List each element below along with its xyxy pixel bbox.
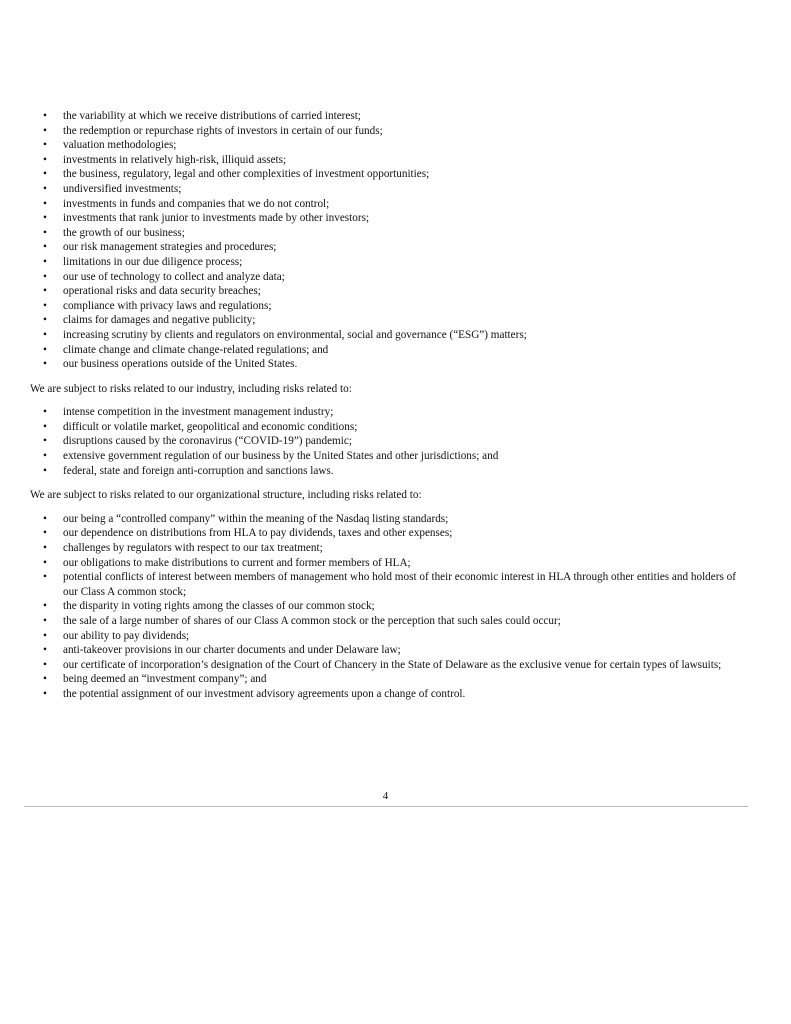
list-item	[30, 672, 750, 687]
list-item-text: extensive government regulation of our business by the United States and other jurisdictions; and	[63, 450, 499, 463]
bullet-icon: •	[43, 658, 47, 671]
list-item-text: our business operations outside of the United States.	[63, 358, 298, 371]
bullet-icon: •	[43, 420, 47, 433]
list-item	[30, 357, 750, 372]
list-item	[30, 541, 750, 556]
list-item	[30, 167, 750, 182]
bullet-icon: •	[43, 212, 47, 225]
list-item-text: our use of technology to collect and analyze data;	[63, 270, 285, 283]
list-item-text: climate change and climate change-related regulations; and	[63, 343, 329, 356]
list-item	[30, 449, 750, 464]
list-item-text: challenges by regulators with respect to our tax treatment;	[63, 542, 323, 555]
organizational-risks-intro: We are subject to risks related to our organizational structure, including risks related to:	[30, 489, 422, 502]
list-item	[30, 138, 750, 153]
list-item-text: valuation methodologies;	[63, 139, 177, 152]
business-risks-list	[30, 109, 750, 372]
list-item	[30, 420, 750, 435]
bullet-icon: •	[43, 270, 47, 283]
bullet-icon: •	[43, 110, 47, 122]
list-item	[30, 343, 750, 358]
list-item	[30, 313, 750, 328]
list-item-text: limitations in our due diligence process;	[63, 255, 243, 268]
list-item	[30, 328, 750, 343]
bullet-icon: •	[43, 644, 47, 657]
bullet-icon: •	[43, 542, 47, 555]
bullet-icon: •	[43, 255, 47, 268]
list-item-text: the growth of our business;	[63, 226, 185, 239]
list-item-text: the variability at which we receive distributions of carried interest;	[63, 110, 361, 122]
list-item-text: anti-takeover provisions in our charter documents and under Delaware law;	[63, 644, 401, 657]
list-item-text: difficult or volatile market, geopolitical and economic conditions;	[63, 420, 358, 433]
list-item-text: the potential assignment of our investment advisory agreements upon a change of control.	[63, 687, 466, 700]
list-item	[30, 512, 750, 527]
list-item	[30, 109, 750, 124]
footer-divider	[24, 806, 748, 807]
list-item-text: the business, regulatory, legal and other complexities of investment opportunities;	[63, 168, 430, 181]
bullet-icon: •	[43, 629, 47, 642]
bullet-icon: •	[43, 299, 47, 312]
list-item	[30, 526, 750, 541]
list-item-text: disruptions caused by the coronavirus (“COVID-19”) pandemic;	[63, 435, 352, 448]
list-item	[30, 658, 750, 673]
page-content	[30, 109, 750, 702]
bullet-icon: •	[43, 168, 47, 181]
list-item-text: increasing scrutiny by clients and regulators on environmental, social and governance (“ESG”) matters;	[63, 328, 527, 341]
list-item	[30, 270, 750, 285]
list-item	[30, 629, 750, 644]
bullet-icon: •	[43, 464, 47, 477]
list-item-text: compliance with privacy laws and regulations;	[63, 299, 272, 312]
list-item-text: investments that rank junior to investments made by other investors;	[63, 212, 370, 225]
list-item-text: our being a “controlled company” within the meaning of the Nasdaq listing standards;	[63, 512, 449, 525]
bullet-icon: •	[43, 435, 47, 448]
bullet-icon: •	[43, 139, 47, 152]
list-item	[30, 434, 750, 449]
bullet-icon: •	[43, 343, 47, 356]
bullet-icon: •	[43, 226, 47, 239]
organizational-risks-list	[30, 512, 750, 702]
bullet-icon: •	[43, 406, 47, 419]
list-item	[30, 464, 750, 479]
list-item-text: being deemed an “investment company”; and	[63, 673, 267, 686]
list-item-text: our certificate of incorporation’s designation of the Court of Chancery in the State of Delaware as the exclusive venue for certain types of lawsuits;	[63, 658, 722, 671]
list-item-text: claims for damages and negative publicity;	[63, 314, 256, 327]
list-item-text: investments in funds and companies that we do not control;	[63, 197, 330, 210]
bullet-icon: •	[43, 285, 47, 298]
list-item-text: our dependence on distributions from HLA to pay dividends, taxes and other expenses;	[63, 527, 453, 540]
industry-risks-intro: We are subject to risks related to our industry, including risks related to:	[30, 382, 352, 395]
list-item-text: federal, state and foreign anti-corruption and sanctions laws.	[63, 464, 334, 477]
list-item	[30, 197, 750, 212]
list-item	[30, 124, 750, 139]
bullet-icon: •	[43, 687, 47, 700]
list-item	[30, 687, 750, 702]
list-item-text: potential conflicts of interest between members of management who hold most of their economic interest in HLA through other entities and holders of our Class A common stock;	[63, 571, 736, 598]
list-item-text: our obligations to make distributions to current and former members of HLA;	[63, 556, 411, 569]
list-item	[30, 405, 750, 420]
bullet-icon: •	[43, 571, 47, 584]
list-item	[30, 556, 750, 571]
list-item-text: the redemption or repurchase rights of investors in certain of our funds;	[63, 124, 383, 137]
list-item-text: our ability to pay dividends;	[63, 629, 190, 642]
list-item-text: investments in relatively high-risk, illiquid assets;	[63, 153, 287, 166]
list-item	[30, 211, 750, 226]
list-item	[30, 599, 750, 614]
bullet-icon: •	[43, 600, 47, 613]
bullet-icon: •	[43, 673, 47, 686]
list-item	[30, 255, 750, 270]
list-item	[30, 614, 750, 629]
bullet-icon: •	[43, 450, 47, 463]
bullet-icon: •	[43, 197, 47, 210]
list-item-text: intense competition in the investment management industry;	[63, 406, 334, 419]
list-item-text: the sale of a large number of shares of our Class A common stock or the perception that such sales could occur;	[63, 615, 561, 627]
bullet-icon: •	[43, 556, 47, 569]
bullet-icon: •	[43, 512, 47, 525]
bullet-icon: •	[43, 358, 47, 371]
bullet-icon: •	[43, 124, 47, 137]
list-item	[30, 153, 750, 168]
list-item-text: operational risks and data security breaches;	[63, 285, 261, 298]
bullet-icon: •	[43, 615, 47, 627]
list-item	[30, 182, 750, 197]
bullet-icon: •	[43, 182, 47, 195]
bullet-icon: •	[43, 153, 47, 166]
bullet-icon: •	[43, 527, 47, 540]
list-item	[30, 226, 750, 241]
page-number: 4	[382, 790, 389, 802]
list-item-text: undiversified investments;	[63, 182, 182, 195]
list-item	[30, 299, 750, 314]
list-item	[30, 643, 750, 658]
bullet-icon: •	[43, 328, 47, 341]
bullet-icon: •	[43, 314, 47, 327]
list-item	[30, 284, 750, 299]
industry-risks-list	[30, 405, 750, 478]
bullet-icon: •	[43, 241, 47, 254]
list-item-text: the disparity in voting rights among the classes of our common stock;	[63, 600, 375, 613]
list-item	[30, 570, 750, 599]
list-item-text: our risk management strategies and procedures;	[63, 241, 277, 254]
list-item	[30, 240, 750, 255]
